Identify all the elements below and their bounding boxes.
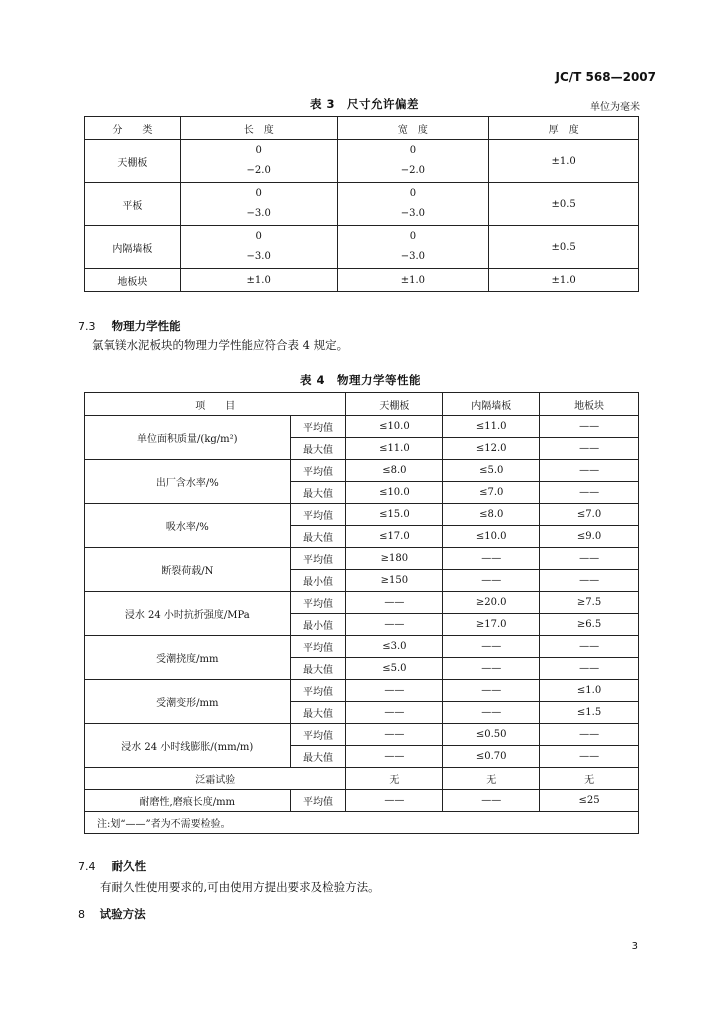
- value-cell: ——: [346, 724, 443, 746]
- value-cell: ——: [346, 680, 443, 702]
- value-cell: ≤7.0: [540, 504, 639, 526]
- table-row: [85, 226, 639, 269]
- value-cell: ≤25: [540, 790, 639, 812]
- stat-cell: 最大值: [290, 482, 346, 504]
- value-cell: ——: [540, 746, 639, 768]
- stat-cell: 平均值: [290, 680, 346, 702]
- page-number: 3: [631, 941, 638, 952]
- table-header-row: [85, 117, 639, 140]
- value-cell: ——: [346, 702, 443, 724]
- stat-cell: 最大值: [290, 702, 346, 724]
- table-row: [85, 768, 639, 790]
- value-cell: ≤1.5: [540, 702, 639, 724]
- value-cell: ——: [540, 724, 639, 746]
- value-cell: ≤8.0: [346, 460, 443, 482]
- value-cell: ≤0.70: [443, 746, 540, 768]
- value-cell: 无: [346, 768, 443, 790]
- item-cell: 浸水 24 小时线膨胀/(mm/m): [85, 724, 291, 768]
- stat-cell: 平均值: [290, 460, 346, 482]
- value-cell: ——: [540, 636, 639, 658]
- width-cell: 0 −3.0: [337, 226, 489, 269]
- value-cell: 无: [540, 768, 639, 790]
- item-cell: 吸水率/%: [85, 504, 291, 548]
- thickness-cell: ±1.0: [489, 269, 639, 292]
- value-cell: ——: [346, 746, 443, 768]
- length-cell: 0 −3.0: [180, 226, 337, 269]
- table-row: [85, 790, 639, 812]
- value-cell: ——: [443, 658, 540, 680]
- table-note-row: [85, 812, 639, 834]
- stat-cell: 最大值: [290, 526, 346, 548]
- value-cell: ——: [346, 592, 443, 614]
- value-cell: ——: [443, 790, 540, 812]
- table-row: [85, 724, 639, 746]
- table-row: [85, 183, 639, 226]
- thickness-cell: ±0.5: [489, 183, 639, 226]
- column-header: 长 度: [180, 117, 337, 140]
- table-row: [85, 636, 639, 658]
- section-7-4-text: 有耐久性使用要求的,可由使用方提出要求及检验方法。: [100, 880, 380, 894]
- value-cell: ≤7.0: [443, 482, 540, 504]
- item-cell: 泛霜试验: [85, 768, 346, 790]
- value-cell: ≥20.0: [443, 592, 540, 614]
- category-cell: 内隔墙板: [85, 226, 181, 269]
- value-cell: ——: [346, 614, 443, 636]
- value-cell: ≤0.50: [443, 724, 540, 746]
- value-cell: ≤1.0: [540, 680, 639, 702]
- table-row: [85, 592, 639, 614]
- value-cell: ——: [540, 658, 639, 680]
- table-row: [85, 548, 639, 570]
- length-cell: 0 −3.0: [180, 183, 337, 226]
- value-cell: ——: [540, 416, 639, 438]
- section-number: 8: [78, 908, 85, 921]
- value-cell: ——: [346, 790, 443, 812]
- width-cell: 0 −3.0: [337, 183, 489, 226]
- column-header: 厚 度: [489, 117, 639, 140]
- category-cell: 天棚板: [85, 140, 181, 183]
- section-title: 物理力学性能: [111, 319, 181, 333]
- value-cell: ——: [443, 702, 540, 724]
- width-cell: 0 −2.0: [337, 140, 489, 183]
- value-cell: ≥17.0: [443, 614, 540, 636]
- item-cell: 单位面积质量/(kg/m²): [85, 416, 291, 460]
- value-cell: ——: [443, 570, 540, 592]
- value-cell: 无: [443, 768, 540, 790]
- item-cell: 断裂荷载/N: [85, 548, 291, 592]
- column-header: 内隔墙板: [443, 393, 540, 416]
- table4-caption: 表 4 物理力学等性能: [300, 373, 422, 387]
- value-cell: ≤11.0: [443, 416, 540, 438]
- stat-cell: 平均值: [290, 636, 346, 658]
- table-row: [85, 140, 639, 183]
- value-cell: ≤9.0: [540, 526, 639, 548]
- column-header: 分 类: [85, 117, 181, 140]
- value-cell: ≤17.0: [346, 526, 443, 548]
- section-7-3-heading: [78, 318, 181, 334]
- value-cell: ——: [540, 460, 639, 482]
- stat-cell: 最大值: [290, 658, 346, 680]
- stat-cell: 最小值: [290, 614, 346, 636]
- value-cell: ——: [540, 438, 639, 460]
- column-header: 天棚板: [346, 393, 443, 416]
- value-cell: ≤12.0: [443, 438, 540, 460]
- item-cell: 受潮变形/mm: [85, 680, 291, 724]
- value-cell: ≤8.0: [443, 504, 540, 526]
- width-cell: ±1.0: [337, 269, 489, 292]
- value-cell: ≤11.0: [346, 438, 443, 460]
- stat-cell: 最大值: [290, 438, 346, 460]
- section-8-heading: [78, 906, 146, 922]
- length-cell: 0 −2.0: [180, 140, 337, 183]
- category-cell: 地板块: [85, 269, 181, 292]
- section-7-4-heading: [78, 858, 146, 874]
- column-header: 地板块: [540, 393, 639, 416]
- value-cell: ≤5.0: [346, 658, 443, 680]
- stat-cell: 平均值: [290, 548, 346, 570]
- section-7-3-text: 氯氧镁水泥板块的物理力学性能应符合表 4 规定。: [92, 338, 349, 352]
- item-cell: 出厂含水率/%: [85, 460, 291, 504]
- value-cell: ——: [540, 570, 639, 592]
- value-cell: ——: [443, 548, 540, 570]
- standard-code: JC/T 568—2007: [555, 70, 656, 84]
- table3-caption: 表 3 尺寸允许偏差: [310, 97, 420, 111]
- value-cell: ——: [443, 636, 540, 658]
- stat-cell: 平均值: [290, 416, 346, 438]
- table-header-row: [85, 393, 639, 416]
- value-cell: ≤15.0: [346, 504, 443, 526]
- section-number: 7.4: [78, 860, 96, 873]
- stat-cell: 最大值: [290, 746, 346, 768]
- thickness-cell: ±0.5: [489, 226, 639, 269]
- item-cell: 受潮挠度/mm: [85, 636, 291, 680]
- stat-cell: 平均值: [290, 724, 346, 746]
- value-cell: ≤10.0: [443, 526, 540, 548]
- length-cell: ±1.0: [180, 269, 337, 292]
- value-cell: ——: [540, 548, 639, 570]
- dimension-tolerance-table: [84, 116, 639, 292]
- value-cell: ≤5.0: [443, 460, 540, 482]
- section-number: 7.3: [78, 320, 96, 333]
- table-row: [85, 680, 639, 702]
- section-title: 耐久性: [111, 859, 147, 873]
- value-cell: ≤10.0: [346, 416, 443, 438]
- item-cell: 耐磨性,磨痕长度/mm: [85, 790, 291, 812]
- table3-unit-note: 单位为毫米: [590, 102, 640, 113]
- category-cell: 平板: [85, 183, 181, 226]
- value-cell: ≥6.5: [540, 614, 639, 636]
- item-cell: 浸水 24 小时抗折强度/MPa: [85, 592, 291, 636]
- table-row: [85, 460, 639, 482]
- physical-properties-table: [84, 392, 639, 834]
- value-cell: ≤3.0: [346, 636, 443, 658]
- value-cell: ≥7.5: [540, 592, 639, 614]
- column-header: 宽 度: [337, 117, 489, 140]
- value-cell: ——: [443, 680, 540, 702]
- column-header: 项 目: [85, 393, 346, 416]
- table-note: 注:划“——”者为不需要检验。: [85, 812, 639, 834]
- value-cell: ——: [540, 482, 639, 504]
- table-row: [85, 504, 639, 526]
- thickness-cell: ±1.0: [489, 140, 639, 183]
- table-row: [85, 269, 639, 292]
- stat-cell: 平均值: [290, 790, 346, 812]
- stat-cell: 平均值: [290, 592, 346, 614]
- section-title: 试验方法: [99, 907, 146, 921]
- stat-cell: 平均值: [290, 504, 346, 526]
- value-cell: ≥150: [346, 570, 443, 592]
- value-cell: ≥180: [346, 548, 443, 570]
- stat-cell: 最小值: [290, 570, 346, 592]
- table-row: [85, 416, 639, 438]
- value-cell: ≤10.0: [346, 482, 443, 504]
